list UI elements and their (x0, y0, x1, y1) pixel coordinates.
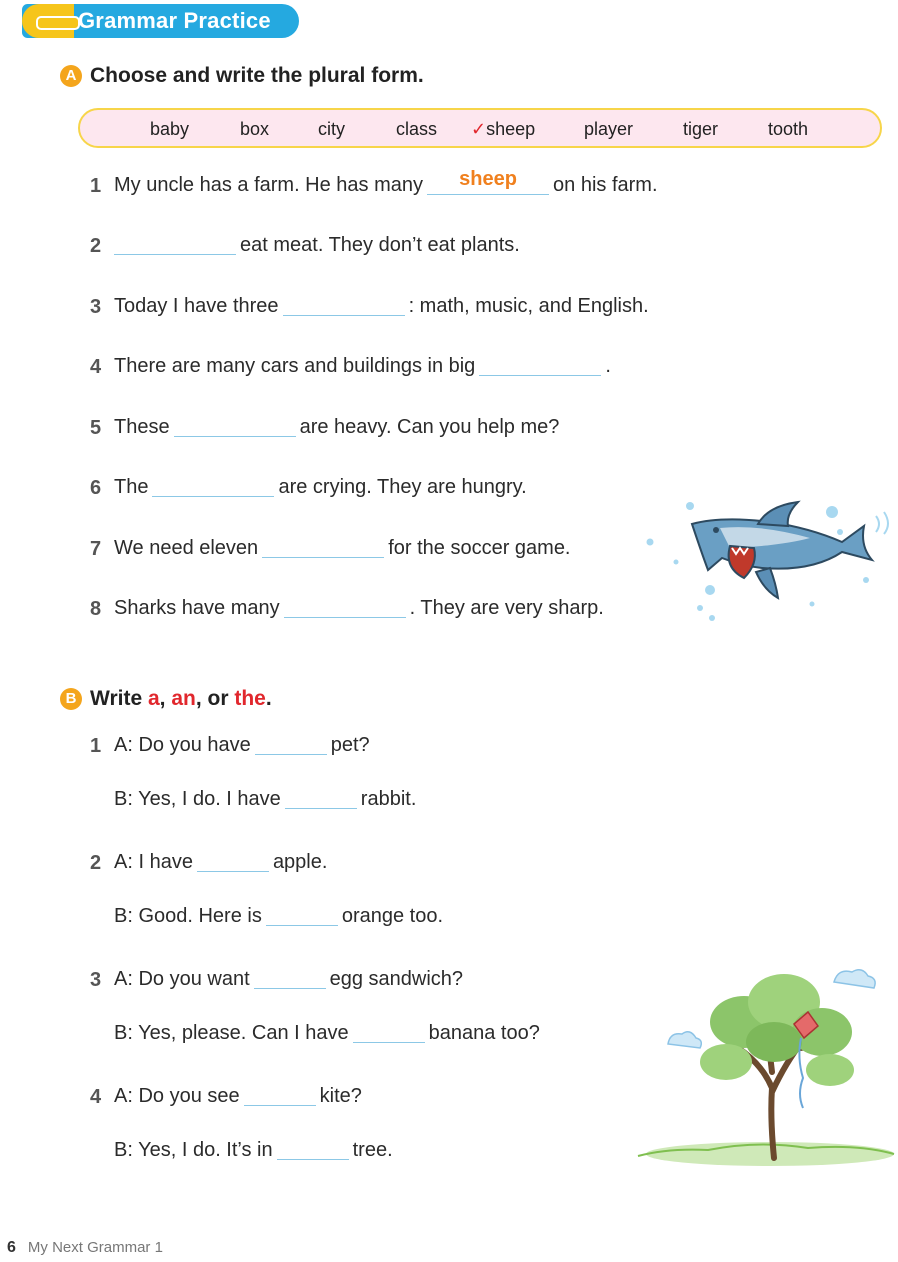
item-number: 2 (90, 852, 102, 874)
word-bank-item: city (318, 119, 345, 139)
sentence-text: kite? (319, 1085, 362, 1107)
exercise-line (114, 416, 559, 439)
sentence-text: for the soccer game. (388, 537, 571, 559)
checkmark-icon: ✓ (471, 119, 487, 139)
answer-blank[interactable] (152, 476, 274, 497)
exercise-line (114, 597, 604, 620)
sentence-text: tree. (352, 1139, 393, 1161)
sentence-text: rabbit. (360, 788, 417, 810)
banner-title: Grammar Practice (78, 8, 271, 33)
section-banner (22, 4, 299, 38)
section-a-title: Choose and write the plural form. (90, 64, 424, 87)
word-bank-item: class (396, 119, 438, 139)
answer-blank[interactable] (197, 851, 269, 872)
answer-blank[interactable] (266, 905, 338, 926)
exercise-line (110, 234, 520, 257)
exercise-line (114, 537, 571, 560)
sentence-text: B: Yes, please. Can I have (114, 1022, 349, 1044)
item-number: 4 (90, 356, 102, 378)
sentence-text: : math, music, and English. (408, 295, 649, 317)
answer-blank[interactable] (244, 1085, 316, 1106)
answer-blank[interactable] (277, 1139, 349, 1160)
sentence-text: A: Do you see (114, 1085, 240, 1107)
item-number: 3 (90, 969, 102, 991)
title-text: Write (90, 687, 143, 710)
book-title: My Next Grammar 1 (27, 1239, 163, 1256)
title-article-the: the (234, 687, 266, 710)
sentence-text: These (114, 416, 170, 438)
section-b-badge: B (60, 688, 82, 710)
sentence-text: on his farm. (553, 174, 658, 196)
filled-answer: sheep (459, 168, 517, 190)
answer-blank[interactable] (284, 597, 406, 618)
shark-illustration (640, 498, 895, 626)
sentence-text: B: Good. Here is (114, 905, 262, 927)
answer-blank[interactable] (114, 234, 236, 255)
word-bank-item: tooth (768, 119, 809, 139)
dialogue-line-b (114, 1022, 540, 1045)
sentence-text: B: Yes, I do. It’s in (114, 1139, 273, 1161)
title-article-a: a (147, 687, 160, 710)
item-number: 8 (90, 598, 102, 620)
sentence-text: B: Yes, I do. I have (114, 788, 281, 810)
word-bank-item: box (240, 119, 270, 139)
section-b-title: Write a, an, or the. (90, 687, 272, 710)
sentence-text: The (114, 476, 149, 498)
page-footer (7, 1239, 163, 1257)
item-number: 5 (90, 417, 102, 439)
answer-blank[interactable] (427, 168, 549, 195)
answer-blank[interactable] (285, 788, 357, 809)
sentence-text: orange too. (341, 905, 444, 927)
sentence-text: egg sandwich? (329, 968, 464, 990)
word-bank-item: player (584, 119, 634, 139)
title-text: or (207, 687, 229, 710)
sentence-text: My uncle has a farm. He has many (114, 174, 424, 196)
word-bank-item: baby (150, 119, 190, 139)
sentence-text: A: Do you want (114, 968, 250, 990)
sentence-text: Today I have three (114, 295, 279, 317)
item-number: 7 (90, 538, 102, 560)
dialogue-line-b (114, 788, 416, 811)
exercise-line (114, 295, 649, 318)
item-number: 4 (90, 1086, 102, 1108)
item-number: 1 (90, 735, 102, 757)
answer-blank[interactable] (262, 537, 384, 558)
banner-tab-icon (36, 16, 80, 30)
dialogue-line-b (114, 905, 443, 928)
answer-blank[interactable] (479, 355, 601, 376)
sentence-text: We need eleven (114, 537, 259, 559)
answer-blank[interactable] (283, 295, 405, 316)
sentence-text: . (605, 355, 611, 377)
exercise-line (114, 168, 658, 197)
exercise-line (114, 476, 527, 499)
sentence-text: Sharks have many (114, 597, 280, 619)
exercise-line (114, 355, 611, 378)
answer-blank[interactable] (353, 1022, 425, 1043)
title-article-an: an (171, 687, 196, 710)
dialogue-line-a (114, 851, 327, 874)
dialogue-line-a (114, 734, 370, 757)
answer-blank[interactable] (254, 968, 326, 989)
word-bank-item-checked (471, 119, 535, 140)
sentence-text: A: I have (114, 851, 193, 873)
item-number: 3 (90, 296, 102, 318)
sentence-text: pet? (330, 734, 370, 756)
sentence-text: are heavy. Can you help me? (299, 416, 560, 438)
item-number: 6 (90, 477, 102, 499)
sentence-text: A: Do you have (114, 734, 251, 756)
dialogue-line-b (114, 1139, 393, 1162)
item-number: 2 (90, 235, 102, 257)
answer-blank[interactable] (174, 416, 296, 437)
sentence-text: are crying. They are hungry. (278, 476, 527, 498)
page-number: 6 (7, 1239, 16, 1256)
section-a-badge: A (60, 65, 82, 87)
item-number: 1 (90, 175, 102, 197)
sentence-text: apple. (272, 851, 328, 873)
tree-with-kite-illustration (634, 962, 896, 1172)
sentence-text: eat meat. They don’t eat plants. (240, 234, 520, 256)
sentence-text: . They are very sharp. (409, 597, 604, 619)
word-bank-item-label: sheep (486, 119, 536, 139)
word-bank-item: tiger (683, 119, 719, 139)
answer-blank[interactable] (255, 734, 327, 755)
sentence-text: banana too? (428, 1022, 540, 1044)
dialogue-line-a (114, 968, 463, 991)
dialogue-line-a (114, 1085, 362, 1108)
word-bank (78, 108, 882, 148)
sentence-text: There are many cars and buildings in big (114, 355, 476, 377)
